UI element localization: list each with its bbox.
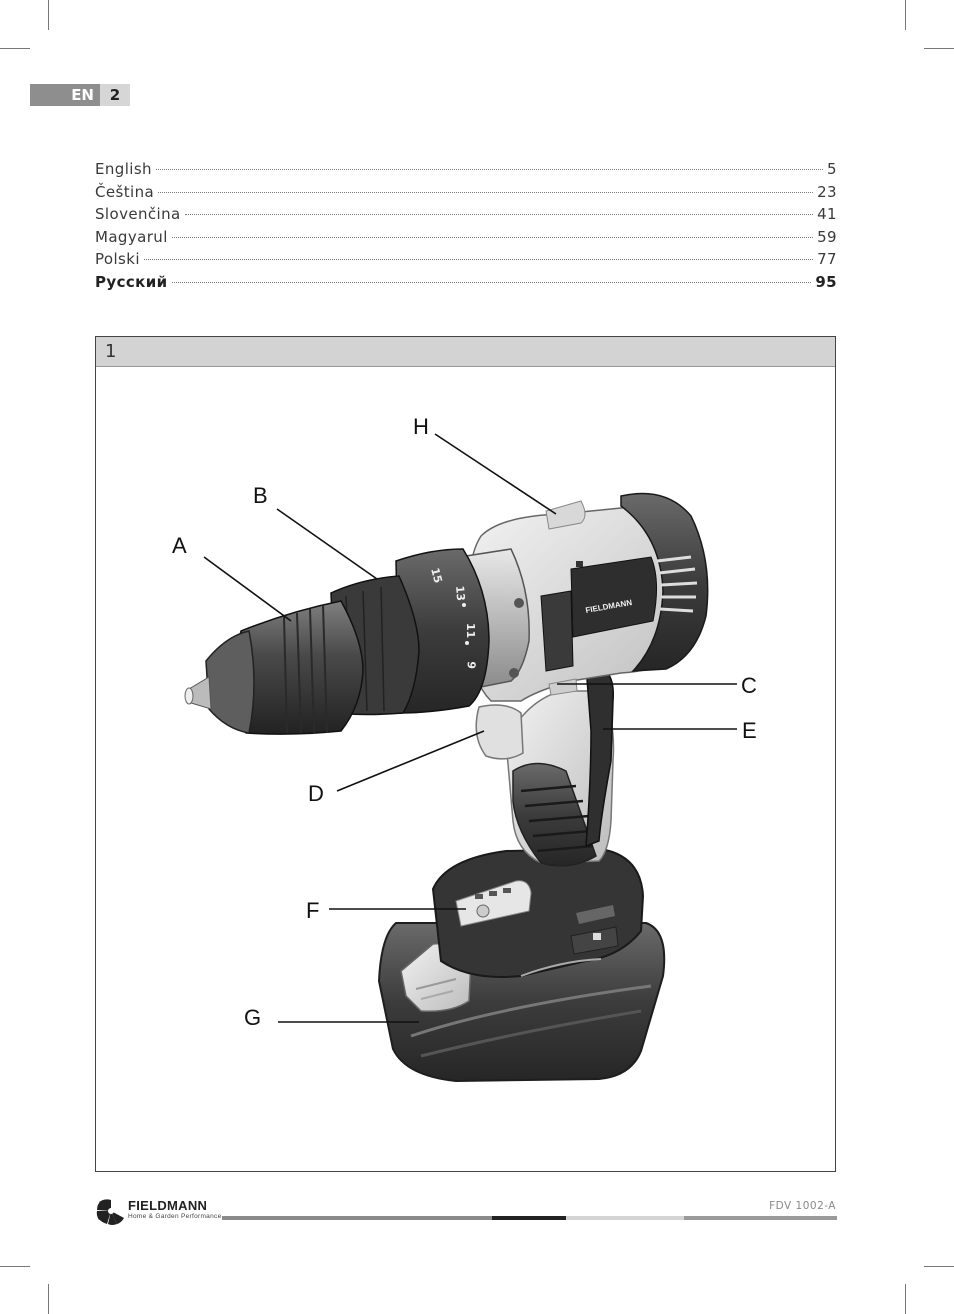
footer-bar <box>222 1216 492 1220</box>
chuck-number: 11 <box>464 623 477 639</box>
toc-item-label: Magyarul <box>95 227 168 246</box>
crop-mark <box>905 0 906 30</box>
footer-bar <box>566 1216 684 1220</box>
figure-1 <box>95 336 836 1172</box>
chuck <box>185 601 363 734</box>
toc-item-label: Polski <box>95 250 140 269</box>
callout-b-label: B <box>253 483 268 508</box>
crop-mark <box>905 1284 906 1314</box>
crop-mark <box>48 0 49 30</box>
toc-item-label: Slovenčina <box>95 205 181 224</box>
footer-brand: FIELDMANN <box>128 1198 208 1213</box>
toc-item-page: 95 <box>815 272 837 291</box>
callout-e-label: E <box>742 718 757 743</box>
fieldmann-logo-icon <box>95 1196 127 1226</box>
callout-h-label: H <box>413 414 429 439</box>
callout-g-label: G <box>244 1005 262 1030</box>
toc-leader <box>185 214 814 215</box>
toc-item-label: Русский <box>95 272 168 291</box>
toc-leader <box>172 237 813 238</box>
body-brand-label: FIELDMANN <box>584 597 633 615</box>
toc-item-page: 5 <box>827 160 837 178</box>
callout-f-label: F <box>306 898 320 923</box>
chuck-number: 15 <box>428 566 445 585</box>
toc-item-page: 41 <box>817 205 837 224</box>
toc-item-hungarian[interactable] <box>95 228 837 251</box>
footer-bar <box>684 1216 837 1220</box>
language-tab: EN <box>30 84 100 106</box>
model-number: FDV 1002-A <box>769 1200 836 1212</box>
crop-mark <box>48 1284 49 1314</box>
toc-item-russian[interactable] <box>95 273 837 296</box>
crop-mark <box>924 48 954 49</box>
toc-item-polish[interactable] <box>95 250 837 273</box>
toc-leader <box>144 259 813 260</box>
footer-tagline: Home & Garden Performance <box>128 1213 222 1220</box>
toc-item-czech[interactable] <box>95 183 837 206</box>
callout-line-h <box>435 434 556 514</box>
callout-c-label: C <box>741 673 757 698</box>
toc-item-label: Čeština <box>95 182 155 201</box>
figure-number: 1 <box>96 337 835 367</box>
toc-item-english[interactable] <box>95 160 837 183</box>
crop-mark <box>0 48 30 49</box>
toc-leader <box>158 192 813 193</box>
callout-line-a <box>204 557 291 621</box>
toc-leader <box>172 282 812 283</box>
callout-a-label: A <box>172 533 187 558</box>
toc-item-slovak[interactable] <box>95 205 837 228</box>
callout-d-label: D <box>308 781 324 806</box>
callout-line-b <box>277 509 377 579</box>
chuck-number: 13 <box>453 585 468 602</box>
drill-illustration <box>96 367 835 1172</box>
crop-mark <box>0 1266 30 1267</box>
footer-bar <box>492 1216 566 1220</box>
toc-item-page: 59 <box>817 227 837 246</box>
toc-item-page: 77 <box>817 250 837 269</box>
table-of-contents <box>95 160 837 296</box>
crop-mark <box>924 1266 954 1267</box>
page-number: 2 <box>100 84 130 106</box>
chuck-number: 9 <box>464 660 478 670</box>
toc-leader <box>156 169 823 170</box>
toc-item-page: 23 <box>817 182 837 201</box>
callout-line-d <box>337 731 484 791</box>
toc-item-label: English <box>95 160 152 178</box>
